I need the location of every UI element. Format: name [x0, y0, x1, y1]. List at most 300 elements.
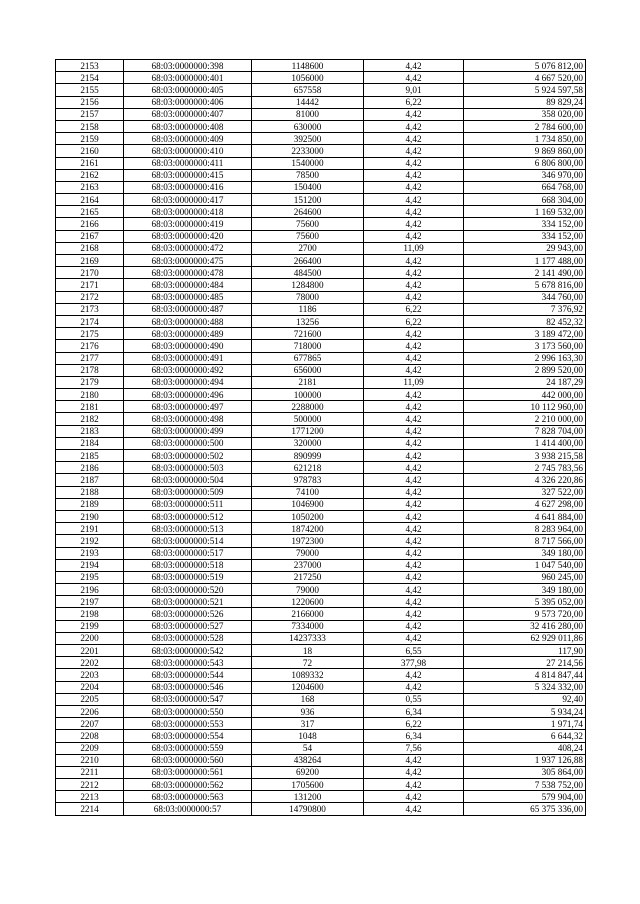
value-cell: 5 924 597,58: [464, 84, 586, 96]
row-number-cell: 2170: [56, 267, 124, 279]
value-cell: 32 416 280,00: [464, 620, 586, 632]
row-number-cell: 2153: [56, 60, 124, 72]
row-number-cell: 2173: [56, 303, 124, 315]
cadastral-number-cell: 68:03:0000000:553: [124, 718, 252, 730]
cadastral-number-cell: 68:03:0000000:520: [124, 584, 252, 596]
row-number-cell: 2177: [56, 352, 124, 364]
area-cell: 1186: [252, 303, 364, 315]
row-number-cell: 2180: [56, 389, 124, 401]
table-row: [56, 766, 586, 778]
value-cell: 9 869 860,00: [464, 145, 586, 157]
cadastral-number-cell: 68:03:0000000:527: [124, 620, 252, 632]
cadastral-number-cell: 68:03:0000000:496: [124, 389, 252, 401]
rate-cell: 4,42: [364, 60, 464, 72]
area-cell: 81000: [252, 108, 364, 120]
cadastral-number-cell: 68:03:0000000:554: [124, 730, 252, 742]
row-number-cell: 2166: [56, 218, 124, 230]
rate-cell: 4,42: [364, 535, 464, 547]
value-cell: 334 152,00: [464, 218, 586, 230]
table-row: [56, 779, 586, 791]
table-row: [56, 657, 586, 669]
value-cell: 7 538 752,00: [464, 779, 586, 791]
row-number-cell: 2165: [56, 206, 124, 218]
cadastral-number-cell: 68:03:0000000:401: [124, 72, 252, 84]
table-row: [56, 742, 586, 754]
value-cell: 358 020,00: [464, 108, 586, 120]
table-row: [56, 510, 586, 522]
table-row: [56, 571, 586, 583]
table-row: [56, 84, 586, 96]
row-number-cell: 2155: [56, 84, 124, 96]
row-number-cell: 2207: [56, 718, 124, 730]
area-cell: 657558: [252, 84, 364, 96]
rate-cell: 4,42: [364, 401, 464, 413]
rate-cell: 4,42: [364, 596, 464, 608]
value-cell: 24 187,29: [464, 376, 586, 388]
cadastral-number-cell: 68:03:0000000:521: [124, 596, 252, 608]
rate-cell: 4,42: [364, 437, 464, 449]
table-row: [56, 157, 586, 169]
cadastral-number-cell: 68:03:0000000:497: [124, 401, 252, 413]
row-number-cell: 2188: [56, 486, 124, 498]
table-row: [56, 303, 586, 315]
rate-cell: 4,42: [364, 803, 464, 815]
area-cell: 13256: [252, 315, 364, 327]
rate-cell: 6,34: [364, 730, 464, 742]
area-cell: 2288000: [252, 401, 364, 413]
table-row: [56, 632, 586, 644]
table-row: [56, 169, 586, 181]
row-number-cell: 2189: [56, 498, 124, 510]
table-row: [56, 803, 586, 815]
cadastral-number-cell: 68:03:0000000:513: [124, 523, 252, 535]
area-cell: 630000: [252, 120, 364, 132]
cadastral-number-cell: 68:03:0000000:518: [124, 559, 252, 571]
rate-cell: 4,42: [364, 279, 464, 291]
area-cell: 2166000: [252, 608, 364, 620]
value-cell: 3 173 560,00: [464, 340, 586, 352]
cadastral-number-cell: 68:03:0000000:563: [124, 791, 252, 803]
row-number-cell: 2202: [56, 657, 124, 669]
area-cell: 78000: [252, 291, 364, 303]
cadastral-number-cell: 68:03:0000000:546: [124, 681, 252, 693]
row-number-cell: 2208: [56, 730, 124, 742]
area-cell: 1771200: [252, 425, 364, 437]
area-cell: 18: [252, 645, 364, 657]
rate-cell: 4,42: [364, 145, 464, 157]
cadastral-number-cell: 68:03:0000000:419: [124, 218, 252, 230]
row-number-cell: 2182: [56, 413, 124, 425]
row-number-cell: 2168: [56, 242, 124, 254]
table-row: [56, 450, 586, 462]
value-cell: 5 076 812,00: [464, 60, 586, 72]
cadastral-number-cell: 68:03:0000000:499: [124, 425, 252, 437]
row-number-cell: 2175: [56, 328, 124, 340]
value-cell: 10 112 960,00: [464, 401, 586, 413]
cadastral-number-cell: 68:03:0000000:57: [124, 803, 252, 815]
area-cell: 677865: [252, 352, 364, 364]
row-number-cell: 2196: [56, 584, 124, 596]
cadastral-number-cell: 68:03:0000000:485: [124, 291, 252, 303]
rate-cell: 4,42: [364, 169, 464, 181]
value-cell: 89 829,24: [464, 96, 586, 108]
table-row: [56, 425, 586, 437]
row-number-cell: 2206: [56, 705, 124, 717]
area-cell: 1048: [252, 730, 364, 742]
rate-cell: 4,42: [364, 608, 464, 620]
table-row: [56, 791, 586, 803]
rate-cell: 4,42: [364, 133, 464, 145]
cadastral-number-cell: 68:03:0000000:472: [124, 242, 252, 254]
rate-cell: 6,22: [364, 718, 464, 730]
value-cell: 4 641 884,00: [464, 510, 586, 522]
value-cell: 5 678 816,00: [464, 279, 586, 291]
row-number-cell: 2171: [56, 279, 124, 291]
cadastral-number-cell: 68:03:0000000:488: [124, 315, 252, 327]
rate-cell: 4,42: [364, 291, 464, 303]
area-cell: 217250: [252, 571, 364, 583]
rate-cell: 6,55: [364, 645, 464, 657]
area-cell: 484500: [252, 267, 364, 279]
area-cell: 1204600: [252, 681, 364, 693]
value-cell: 2 210 000,00: [464, 413, 586, 425]
table-row: [56, 230, 586, 242]
value-cell: 6 644,32: [464, 730, 586, 742]
cadastral-number-cell: 68:03:0000000:409: [124, 133, 252, 145]
cadastral-number-cell: 68:03:0000000:420: [124, 230, 252, 242]
cadastral-number-cell: 68:03:0000000:417: [124, 194, 252, 206]
row-number-cell: 2214: [56, 803, 124, 815]
row-number-cell: 2199: [56, 620, 124, 632]
row-number-cell: 2157: [56, 108, 124, 120]
value-cell: 579 904,00: [464, 791, 586, 803]
cadastral-number-cell: 68:03:0000000:561: [124, 766, 252, 778]
cadastral-number-cell: 68:03:0000000:517: [124, 547, 252, 559]
rate-cell: 4,42: [364, 510, 464, 522]
area-cell: 131200: [252, 791, 364, 803]
row-number-cell: 2181: [56, 401, 124, 413]
value-cell: 1 169 532,00: [464, 206, 586, 218]
area-cell: 168: [252, 693, 364, 705]
rate-cell: 4,42: [364, 425, 464, 437]
value-cell: 7 828 704,00: [464, 425, 586, 437]
cadastral-number-cell: 68:03:0000000:504: [124, 474, 252, 486]
rate-cell: 377,98: [364, 657, 464, 669]
table-row: [56, 608, 586, 620]
area-cell: 7334000: [252, 620, 364, 632]
value-cell: 305 864,00: [464, 766, 586, 778]
value-cell: 29 943,00: [464, 242, 586, 254]
rate-cell: 4,42: [364, 486, 464, 498]
area-cell: 656000: [252, 364, 364, 376]
area-cell: 1705600: [252, 779, 364, 791]
value-cell: 327 522,00: [464, 486, 586, 498]
table-row: [56, 218, 586, 230]
area-cell: 1050200: [252, 510, 364, 522]
table-row: [56, 60, 586, 72]
rate-cell: 4,42: [364, 450, 464, 462]
rate-cell: 6,22: [364, 303, 464, 315]
row-number-cell: 2201: [56, 645, 124, 657]
area-cell: 264600: [252, 206, 364, 218]
rate-cell: 4,42: [364, 267, 464, 279]
area-cell: 1972300: [252, 535, 364, 547]
table-row: [56, 206, 586, 218]
area-cell: 320000: [252, 437, 364, 449]
table-row: [56, 133, 586, 145]
value-cell: 82 452,32: [464, 315, 586, 327]
area-cell: 1046900: [252, 498, 364, 510]
value-cell: 4 326 220,86: [464, 474, 586, 486]
table-row: [56, 328, 586, 340]
area-cell: 266400: [252, 255, 364, 267]
rate-cell: 4,42: [364, 498, 464, 510]
row-number-cell: 2184: [56, 437, 124, 449]
area-cell: 100000: [252, 389, 364, 401]
cadastral-number-cell: 68:03:0000000:562: [124, 779, 252, 791]
cadastral-number-cell: 68:03:0000000:519: [124, 571, 252, 583]
row-number-cell: 2190: [56, 510, 124, 522]
area-cell: 721600: [252, 328, 364, 340]
rate-cell: 7,56: [364, 742, 464, 754]
rate-cell: 4,42: [364, 389, 464, 401]
row-number-cell: 2209: [56, 742, 124, 754]
rate-cell: 4,42: [364, 255, 464, 267]
cadastral-number-cell: 68:03:0000000:418: [124, 206, 252, 218]
value-cell: 346 970,00: [464, 169, 586, 181]
area-cell: 151200: [252, 194, 364, 206]
area-cell: 14790800: [252, 803, 364, 815]
value-cell: 349 180,00: [464, 547, 586, 559]
table-row: [56, 705, 586, 717]
cadastral-number-cell: 68:03:0000000:489: [124, 328, 252, 340]
area-cell: 237000: [252, 559, 364, 571]
row-number-cell: 2187: [56, 474, 124, 486]
rate-cell: 4,42: [364, 632, 464, 644]
cadastral-number-cell: 68:03:0000000:484: [124, 279, 252, 291]
cadastral-number-cell: 68:03:0000000:559: [124, 742, 252, 754]
row-number-cell: 2191: [56, 523, 124, 535]
rate-cell: 6,22: [364, 96, 464, 108]
value-cell: 5 934,24: [464, 705, 586, 717]
table-row: [56, 352, 586, 364]
cadastral-number-cell: 68:03:0000000:543: [124, 657, 252, 669]
table-row: [56, 486, 586, 498]
value-cell: 1 937 126,88: [464, 754, 586, 766]
table-row: [56, 389, 586, 401]
area-cell: 150400: [252, 181, 364, 193]
cadastral-number-cell: 68:03:0000000:411: [124, 157, 252, 169]
area-cell: 78500: [252, 169, 364, 181]
table-row: [56, 584, 586, 596]
row-number-cell: 2176: [56, 340, 124, 352]
rate-cell: 4,42: [364, 681, 464, 693]
rate-cell: 4,42: [364, 181, 464, 193]
cadastral-number-cell: 68:03:0000000:502: [124, 450, 252, 462]
value-cell: 3 189 472,00: [464, 328, 586, 340]
area-cell: 79000: [252, 547, 364, 559]
row-number-cell: 2179: [56, 376, 124, 388]
value-cell: 3 938 215,58: [464, 450, 586, 462]
value-cell: 2 141 490,00: [464, 267, 586, 279]
rate-cell: 4,42: [364, 559, 464, 571]
cadastral-number-cell: 68:03:0000000:512: [124, 510, 252, 522]
value-cell: 8 717 566,00: [464, 535, 586, 547]
cadastral-number-cell: 68:03:0000000:487: [124, 303, 252, 315]
value-cell: 334 152,00: [464, 230, 586, 242]
rate-cell: 4,42: [364, 157, 464, 169]
rate-cell: 4,42: [364, 462, 464, 474]
value-cell: 9 573 720,00: [464, 608, 586, 620]
table-row: [56, 364, 586, 376]
row-number-cell: 2212: [56, 779, 124, 791]
table-row: [56, 181, 586, 193]
cadastral-number-cell: 68:03:0000000:492: [124, 364, 252, 376]
row-number-cell: 2156: [56, 96, 124, 108]
cadastral-number-cell: 68:03:0000000:511: [124, 498, 252, 510]
cadastral-number-cell: 68:03:0000000:547: [124, 693, 252, 705]
row-number-cell: 2210: [56, 754, 124, 766]
rate-cell: 11,09: [364, 376, 464, 388]
area-cell: 392500: [252, 133, 364, 145]
row-number-cell: 2172: [56, 291, 124, 303]
row-number-cell: 2158: [56, 120, 124, 132]
table-row: [56, 291, 586, 303]
area-cell: 1089332: [252, 669, 364, 681]
value-cell: 1 971,74: [464, 718, 586, 730]
row-number-cell: 2195: [56, 571, 124, 583]
cadastral-number-cell: 68:03:0000000:408: [124, 120, 252, 132]
area-cell: 75600: [252, 218, 364, 230]
table-row: [56, 535, 586, 547]
table-row: [56, 669, 586, 681]
value-cell: 664 768,00: [464, 181, 586, 193]
row-number-cell: 2164: [56, 194, 124, 206]
cadastral-number-cell: 68:03:0000000:528: [124, 632, 252, 644]
cadastral-number-cell: 68:03:0000000:415: [124, 169, 252, 181]
table-row: [56, 376, 586, 388]
rate-cell: 11,09: [364, 242, 464, 254]
rate-cell: 4,42: [364, 547, 464, 559]
value-cell: 2 899 520,00: [464, 364, 586, 376]
table-row: [56, 730, 586, 742]
cadastral-number-cell: 68:03:0000000:544: [124, 669, 252, 681]
value-cell: 4 627 298,00: [464, 498, 586, 510]
rate-cell: 4,42: [364, 230, 464, 242]
table-row: [56, 401, 586, 413]
table-row: [56, 315, 586, 327]
rate-cell: 4,42: [364, 72, 464, 84]
row-number-cell: 2167: [56, 230, 124, 242]
value-cell: 1 734 850,00: [464, 133, 586, 145]
area-cell: 14442: [252, 96, 364, 108]
rate-cell: 6,34: [364, 705, 464, 717]
value-cell: 960 245,00: [464, 571, 586, 583]
cadastral-number-cell: 68:03:0000000:491: [124, 352, 252, 364]
table-row: [56, 413, 586, 425]
cadastral-number-cell: 68:03:0000000:560: [124, 754, 252, 766]
value-cell: 8 283 964,00: [464, 523, 586, 535]
area-cell: 718000: [252, 340, 364, 352]
table-row: [56, 693, 586, 705]
table-row: [56, 145, 586, 157]
rate-cell: 4,42: [364, 766, 464, 778]
value-cell: 408,24: [464, 742, 586, 754]
value-cell: 4 667 520,00: [464, 72, 586, 84]
area-cell: 54: [252, 742, 364, 754]
value-cell: 7 376,92: [464, 303, 586, 315]
rate-cell: 4,42: [364, 791, 464, 803]
land-parcel-table: [55, 59, 586, 816]
area-cell: 1540000: [252, 157, 364, 169]
cadastral-number-cell: 68:03:0000000:542: [124, 645, 252, 657]
area-cell: 14237333: [252, 632, 364, 644]
value-cell: 349 180,00: [464, 584, 586, 596]
table-row: [56, 620, 586, 632]
area-cell: 75600: [252, 230, 364, 242]
row-number-cell: 2161: [56, 157, 124, 169]
rate-cell: 4,42: [364, 754, 464, 766]
table-row: [56, 754, 586, 766]
rate-cell: 0,55: [364, 693, 464, 705]
cadastral-number-cell: 68:03:0000000:500: [124, 437, 252, 449]
rate-cell: 4,42: [364, 669, 464, 681]
area-cell: 72: [252, 657, 364, 669]
value-cell: 1 047 540,00: [464, 559, 586, 571]
cadastral-number-cell: 68:03:0000000:405: [124, 84, 252, 96]
row-number-cell: 2162: [56, 169, 124, 181]
row-number-cell: 2203: [56, 669, 124, 681]
value-cell: 2 996 163,30: [464, 352, 586, 364]
row-number-cell: 2194: [56, 559, 124, 571]
row-number-cell: 2197: [56, 596, 124, 608]
table-row: [56, 718, 586, 730]
cadastral-number-cell: 68:03:0000000:550: [124, 705, 252, 717]
area-cell: 74100: [252, 486, 364, 498]
row-number-cell: 2174: [56, 315, 124, 327]
rate-cell: 4,42: [364, 620, 464, 632]
rate-cell: 4,42: [364, 584, 464, 596]
table-row: [56, 120, 586, 132]
rate-cell: 4,42: [364, 108, 464, 120]
area-cell: 1056000: [252, 72, 364, 84]
row-number-cell: 2198: [56, 608, 124, 620]
table-row: [56, 242, 586, 254]
table-row: [56, 279, 586, 291]
cadastral-number-cell: 68:03:0000000:498: [124, 413, 252, 425]
row-number-cell: 2200: [56, 632, 124, 644]
row-number-cell: 2159: [56, 133, 124, 145]
value-cell: 117,90: [464, 645, 586, 657]
rate-cell: 4,42: [364, 413, 464, 425]
cadastral-number-cell: 68:03:0000000:475: [124, 255, 252, 267]
row-number-cell: 2185: [56, 450, 124, 462]
row-number-cell: 2204: [56, 681, 124, 693]
table-row: [56, 108, 586, 120]
rate-cell: 4,42: [364, 779, 464, 791]
row-number-cell: 2178: [56, 364, 124, 376]
value-cell: 65 375 336,00: [464, 803, 586, 815]
cadastral-number-cell: 68:03:0000000:503: [124, 462, 252, 474]
value-cell: 1 177 488,00: [464, 255, 586, 267]
cadastral-number-cell: 68:03:0000000:410: [124, 145, 252, 157]
area-cell: 2233000: [252, 145, 364, 157]
rate-cell: 4,42: [364, 523, 464, 535]
row-number-cell: 2160: [56, 145, 124, 157]
area-cell: 317: [252, 718, 364, 730]
cadastral-number-cell: 68:03:0000000:407: [124, 108, 252, 120]
area-cell: 500000: [252, 413, 364, 425]
